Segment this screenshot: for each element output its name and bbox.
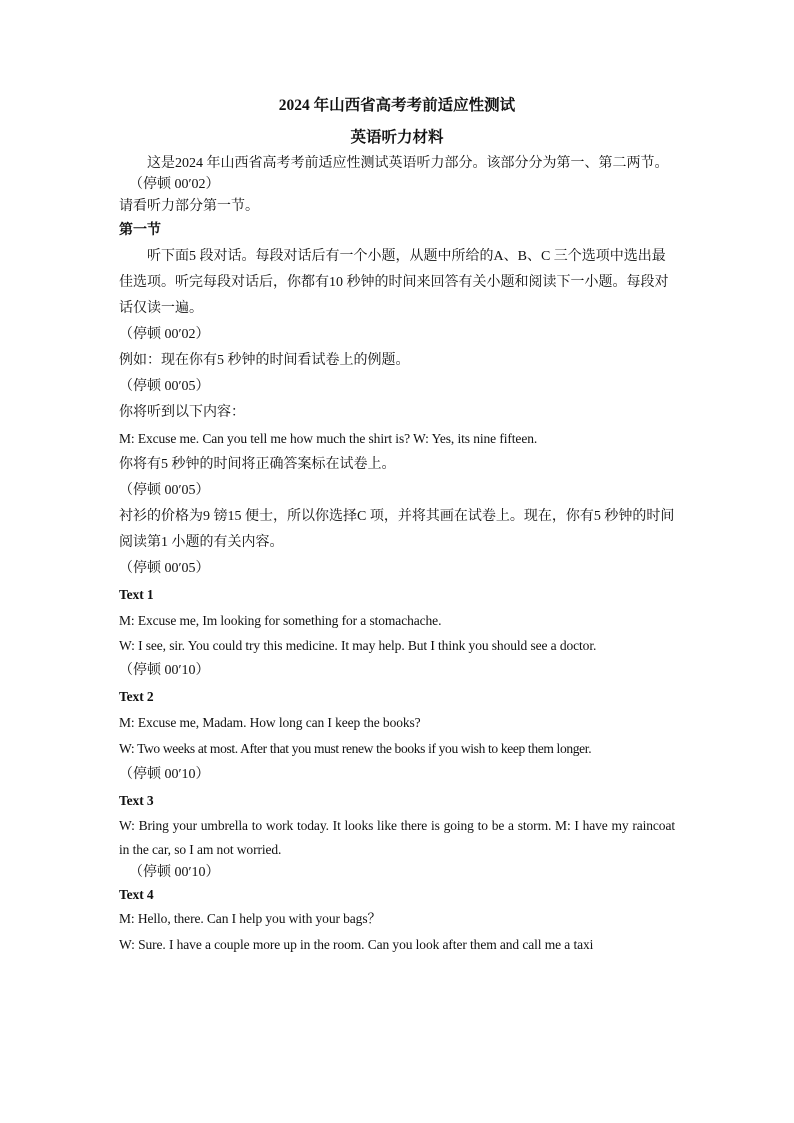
dialog-line: W: I see, sir. You could try this medicine. It may help. But I think you should see a doctor. — [119, 638, 597, 653]
pause-label: （停顿 00′02） — [129, 177, 220, 192]
document-subtitle: 英语听力材料 — [350, 129, 444, 146]
intro-paragraph: 这是2024 年山西省高考考前适应性测试英语听力部分。该部分分为第一、第二两节。 — [147, 156, 669, 171]
section-heading: 第一节 — [119, 223, 161, 238]
mark-answer-line: 你将有5 秒钟的时间将正确答案标在试卷上。 — [119, 457, 396, 472]
text-heading: Text 1 — [119, 587, 154, 602]
document-page — [119, 92, 675, 958]
pause-label: （停顿 00′05） — [119, 379, 210, 394]
pause-label: （停顿 00′10） — [119, 767, 210, 782]
text-heading: Text 4 — [119, 887, 154, 902]
document-title: 2024 年山西省高考考前适应性测试 — [278, 97, 516, 114]
example-dialog: M: Excuse me. Can you tell me how much the shirt is? W: Yes, its nine fifteen. — [119, 431, 538, 446]
dialog-line: M: Excuse me, Madam. How long can I keep the books? — [119, 715, 421, 730]
section-instructions: 听下面5 段对话。每段对话后有一个小题，从题中所给的A、B、C 三个选项中选出最佳选项。听完每段对话后，你都有10 秒钟的时间来回答有关小题和阅读下一小题。每段对话仅读一遍。 — [119, 249, 669, 316]
dialog-line: W: Bring your umbrella to work today. It looks like there is going to be a storm. M: I have my raincoat in the car, so I am not worried. — [119, 818, 675, 857]
dialog-line: W: Sure. I have a couple more up in the room. Can you look after them and call me a taxi — [119, 937, 594, 952]
dialog-line: W: Two weeks at most. After that you must renew the books if you wish to keep them longer. — [119, 741, 592, 756]
will-hear-line: 你将听到以下内容： — [119, 405, 245, 420]
explanation-paragraph: 衬衫的价格为9 镑15 便士，所以你选择C 项，并将其画在试卷上。现在，你有5 秒钟的时间阅读第1 小题的有关内容。 — [119, 509, 675, 550]
text-heading: Text 3 — [119, 793, 154, 808]
pause-label: （停顿 00′05） — [119, 561, 210, 576]
pause-label: （停顿 00′02） — [119, 327, 210, 342]
dialog-line: M: Excuse me, Im looking for something for a stomachache. — [119, 613, 442, 628]
pause-label: （停顿 00′10） — [129, 865, 220, 880]
instruction-line: 请看听力部分第一节。 — [119, 199, 259, 214]
dialog-line: M: Hello, there. Can I help you with your bags？ — [119, 911, 381, 926]
pause-label: （停顿 00′05） — [119, 483, 210, 498]
text-heading: Text 2 — [119, 689, 154, 704]
pause-label: （停顿 00′10） — [119, 663, 210, 678]
example-intro: 例如：现在你有5 秒钟的时间看试卷上的例题。 — [119, 353, 410, 368]
